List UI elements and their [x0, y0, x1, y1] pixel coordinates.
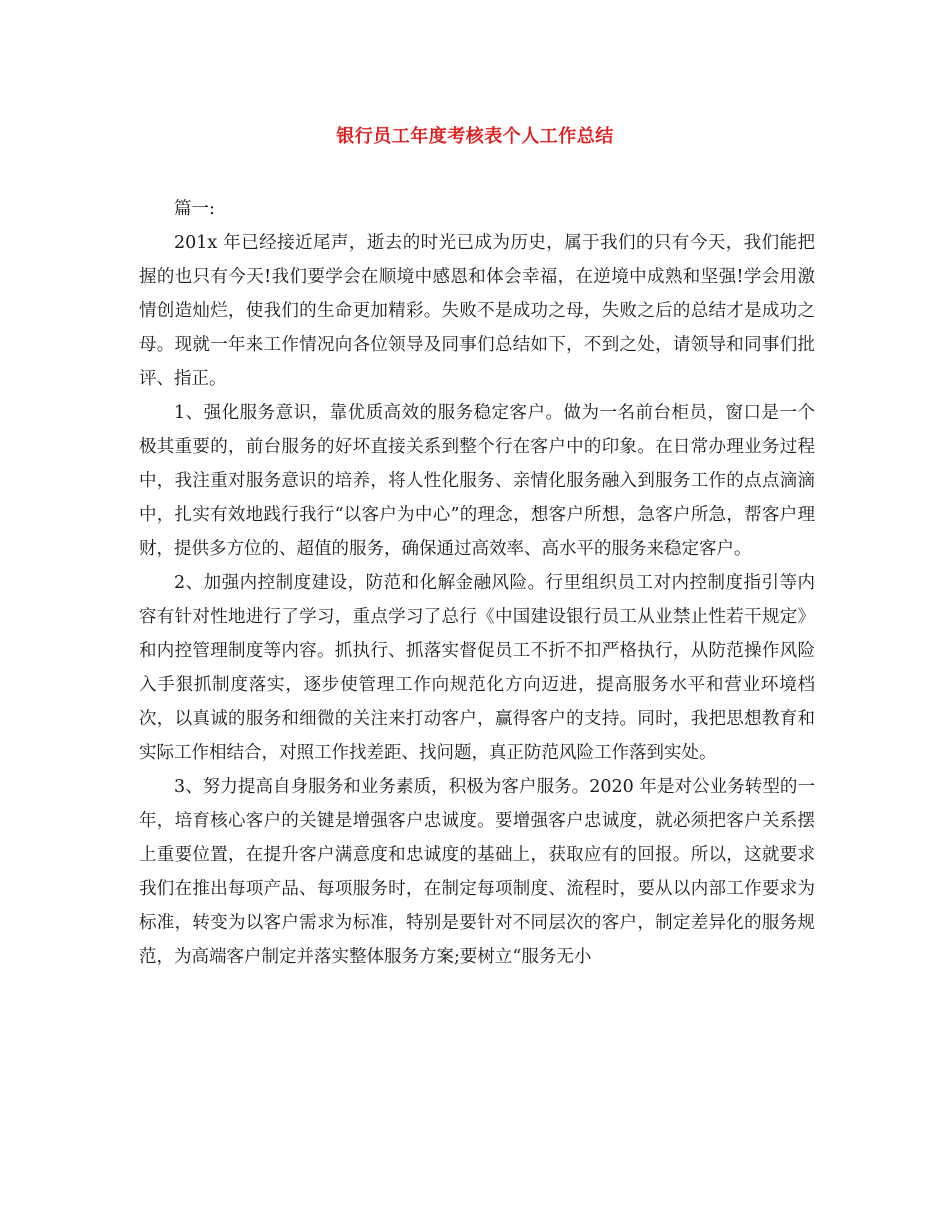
paragraph-item-1: 1、强化服务意识，靠优质高效的服务稳定客户。做为一名前台柜员，窗口是一个极其重要的，前台服务的好坏直接关系到整个行在客户中的印象。在日常办理业务过程中，我注重对服务意识的培养，将人性化服务、亲情化服务融入到服务工作的点点滴滴中，扎实有效地践行我行“以客户为中心”的理念，想客户所想，急客户所急，帮客户理财，提供多方位的、超值的服务，确保通过高效率、高水平的服务来稳定客户。 [139, 403, 815, 559]
paragraph-item-3: 3、努力提高自身服务和业务素质，积极为客户服务。2020 年是对公业务转型的一年，培育核心客户的关键是增强客户忠诚度。要增强客户忠诚度，就必须把客户关系摆上重要位置，在提升客户满意度和忠诚度的基础上，获取应有的回报。所以，这就要求我们在推出每项产品、每项服务时，在制定每项制度、流程时，要从以内部工作要求为标准，转变为以客户需求为标准，特别是要针对不同层次的客户，制定差异化的服务规范，为高端客户制定并落实整体服务方案;要树立“服务无小 [139, 777, 815, 967]
paragraph-item-2: 2、加强内控制度建设，防范和化解金融风险。行里组织员工对内控制度指引等内容有针对性地进行了学习，重点学习了总行《中国建设银行员工从业禁止性若干规定》和内控管理制度等内容。抓执行、抓落实督促员工不折不扣严格执行，从防范操作风险入手狠抓制度落实，逐步使管理工作向规范化方向迈进，提高服务水平和营业环境档次，以真诚的服务和细微的关注来打动客户，赢得客户的支持。同时，我把思想教育和实际工作相结合，对照工作找差距、找问题，真正防范风险工作落到实处。 [139, 573, 815, 763]
document-body [139, 192, 815, 974]
document-title: 银行员工年度考核表个人工作总结 [336, 126, 614, 147]
paragraph-intro: 201x 年已经接近尾声，逝去的时光已成为历史，属于我们的只有今天，我们能把握的也只有今天!我们要学会在顺境中感恩和体会幸福，在逆境中成熟和坚强!学会用激情创造灿烂，使我们的生命更加精彩。失败不是成功之母，失败之后的总结才是成功之母。现就一年来工作情况向各位领导及同事们总结如下，不到之处，请领导和同事们批评、指正。 [139, 233, 815, 389]
section-heading: 篇一: [174, 199, 215, 219]
